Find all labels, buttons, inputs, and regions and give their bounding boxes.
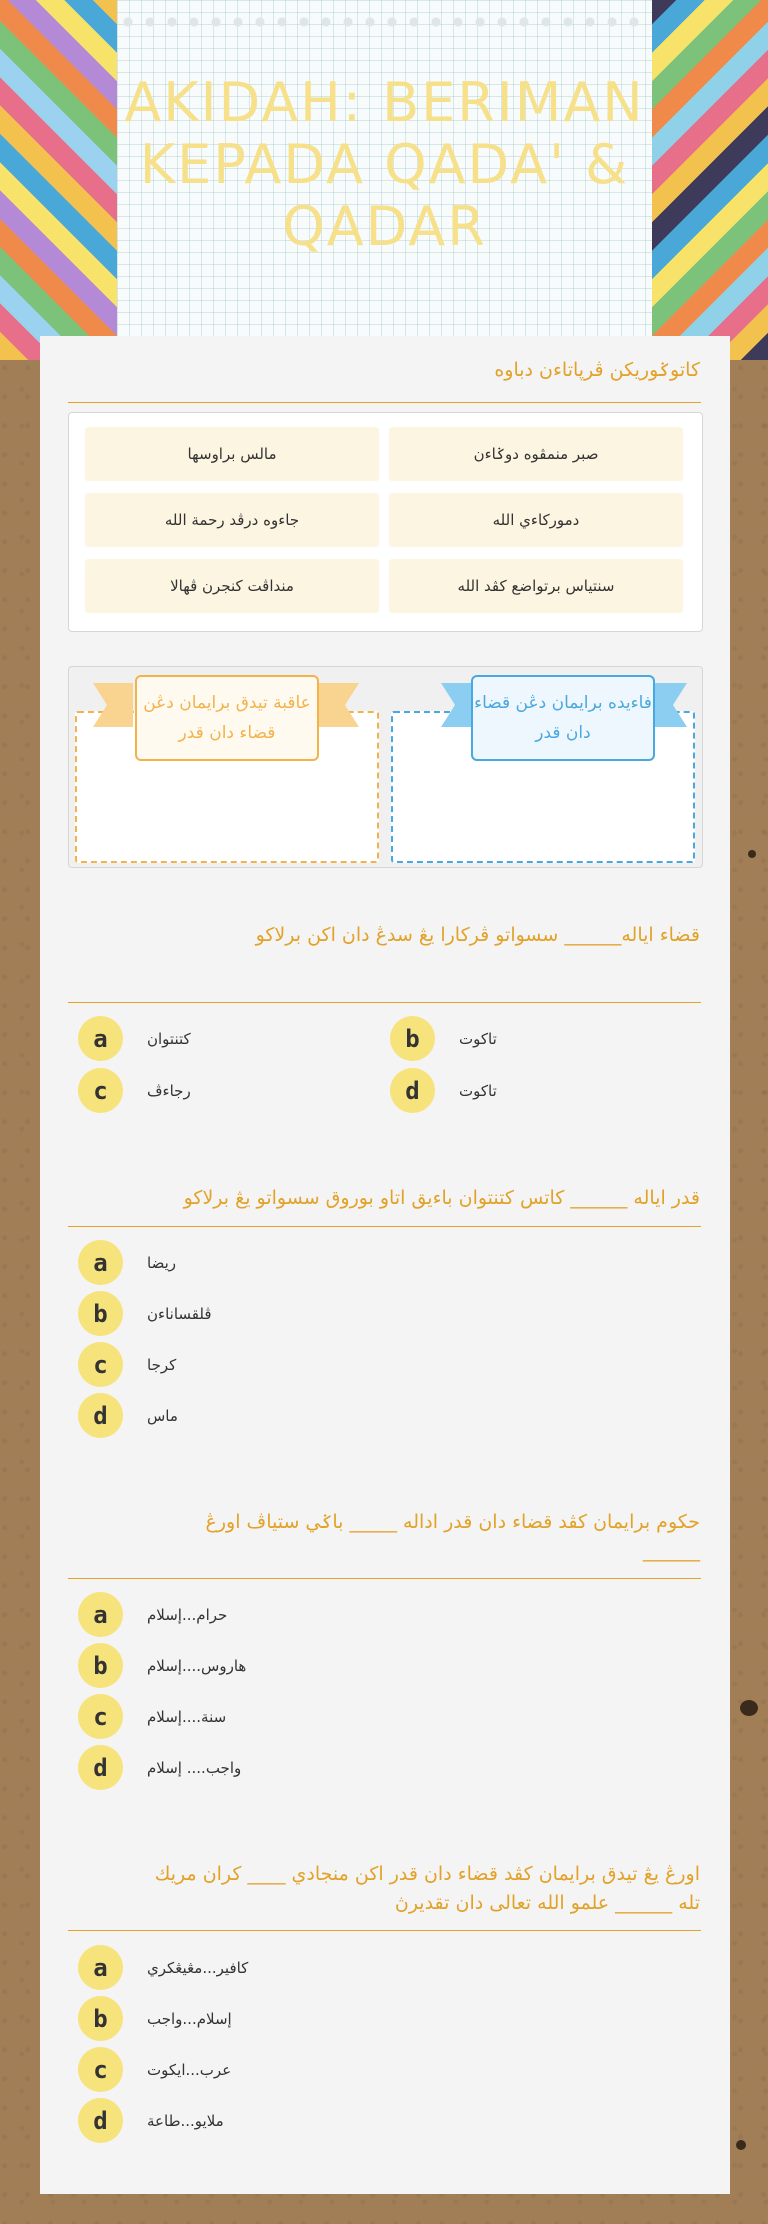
answer-option-a[interactable] <box>78 1240 176 1285</box>
option-text: كتنتوان <box>147 1029 191 1048</box>
question-3-title: قدر اياله ______ كاتس كتنتوان باءيق اتاو بوروق سسواتو يڠ برلاكو <box>183 1187 700 1209</box>
option-letter-bubble: c <box>78 1694 123 1739</box>
option-text: إسلام...واجب <box>147 2009 232 2028</box>
drag-chip[interactable]: دموركاءي الله <box>389 493 683 547</box>
option-letter-bubble: b <box>78 1996 123 2041</box>
question-4-divider <box>68 1578 701 1579</box>
drag-chip[interactable]: صبر منمڤوه دوݢاءن <box>389 427 683 481</box>
answer-option-d[interactable] <box>78 2098 224 2143</box>
question-1-title: كاتوݢوريكن ڤرڽاتاءن دباوه <box>494 359 700 381</box>
answer-option-d[interactable] <box>78 1393 178 1438</box>
question-5-divider <box>68 1930 701 1931</box>
drag-chip[interactable]: منداڤت كنجرن ڤهالا <box>85 559 379 613</box>
option-text: تاكوت <box>459 1029 497 1048</box>
category-label-consequence: عاقبة تيدق برايمان دڠن قضاء دان قدر <box>135 675 319 761</box>
answer-option-b[interactable] <box>390 1016 497 1061</box>
title-line: KEPADA QADA' & <box>139 133 630 196</box>
option-letter-bubble: c <box>78 2047 123 2092</box>
answer-option-a[interactable] <box>78 1945 248 1990</box>
answer-option-c[interactable] <box>78 1068 191 1113</box>
answer-option-a[interactable] <box>78 1592 227 1637</box>
option-text: ملايو...طاعة <box>147 2111 224 2130</box>
question-5-title-line: اورڠ يڠ تيدق برايمان كڤد قضاء دان قدر اكن منجادي ____ كران مريك <box>154 1863 700 1885</box>
chevron-pattern-right <box>652 0 768 360</box>
option-letter-bubble: b <box>78 1291 123 1336</box>
question-5-title-line: تله ______ علمو الله تعالى دان تقديرڽ <box>394 1892 700 1914</box>
answer-option-d[interactable] <box>390 1068 497 1113</box>
option-letter-bubble: d <box>78 2098 123 2143</box>
answer-option-c[interactable] <box>78 2047 231 2092</box>
option-letter-bubble: a <box>78 1240 123 1285</box>
option-text: هاروس....إسلام <box>147 1656 247 1675</box>
answer-option-b[interactable] <box>78 1996 232 2041</box>
chevron-pattern-left <box>0 0 117 360</box>
drag-chip[interactable]: سنتياس برتواضع كڤد الله <box>389 559 683 613</box>
answer-option-a[interactable] <box>78 1016 191 1061</box>
option-letter-bubble: a <box>78 1016 123 1061</box>
answer-option-b[interactable] <box>78 1291 212 1336</box>
question-5-title <box>60 1860 700 1918</box>
option-text: ڤلقساناءن <box>147 1304 212 1323</box>
option-letter-bubble: b <box>390 1016 435 1061</box>
question-4-title-line: حكوم برايمان كڤد قضاء دان قدر اداله _____ باݢي ستياڤ اورڠ <box>205 1511 700 1533</box>
option-text: كافير...مڠيڠكري <box>147 1958 249 1977</box>
question-1-divider <box>68 402 701 403</box>
notebook-holes <box>117 16 652 28</box>
category-label-benefit: فاءيده برايمان دڠن قضاء دان قدر <box>471 675 655 761</box>
option-letter-bubble: a <box>78 1945 123 1990</box>
ribbon-tail-left <box>93 683 133 727</box>
option-letter-bubble: d <box>78 1393 123 1438</box>
option-letter-bubble: c <box>78 1342 123 1387</box>
answer-option-c[interactable] <box>78 1694 226 1739</box>
worksheet-sheet <box>40 336 730 2194</box>
option-text: واجب.... إسلام <box>147 1758 242 1777</box>
draggable-chip-bank <box>68 412 703 632</box>
title-line: QADAR <box>282 195 487 258</box>
ink-splat <box>748 850 756 858</box>
answer-option-d[interactable] <box>78 1745 241 1790</box>
option-letter-bubble: b <box>78 1643 123 1688</box>
question-3-divider <box>68 1226 701 1227</box>
option-letter-bubble: d <box>390 1068 435 1113</box>
sorting-area <box>68 666 703 868</box>
answer-option-b[interactable] <box>78 1643 246 1688</box>
option-text: كرجا <box>147 1355 177 1374</box>
option-letter-bubble: a <box>78 1592 123 1637</box>
ink-splat <box>736 2140 746 2150</box>
drag-chip[interactable]: مالس براوسها <box>85 427 379 481</box>
option-text: ريضا <box>147 1253 176 1272</box>
option-text: ماس <box>147 1406 178 1425</box>
worksheet-title <box>117 72 652 258</box>
question-4-title-line: ______ <box>643 1540 700 1562</box>
title-line: AKIDAH: BERIMAN <box>124 71 645 134</box>
option-text: تاكوت <box>459 1081 497 1100</box>
option-letter-bubble: c <box>78 1068 123 1113</box>
option-letter-bubble: d <box>78 1745 123 1790</box>
ink-splat <box>740 1700 758 1716</box>
ribbon-tail-right <box>319 683 359 727</box>
option-text: حرام...إسلام <box>147 1605 228 1624</box>
question-2-divider <box>68 1002 701 1003</box>
option-text: عرب...ايكوت <box>147 2060 232 2079</box>
header-banner <box>0 0 768 360</box>
drag-chip[interactable]: جاءوه درڤد رحمة الله <box>85 493 379 547</box>
option-text: رجاءڤ <box>147 1081 191 1100</box>
question-2-title: قضاء اياله______ سسواتو ڤركارا يڠ سدڠ دان اكن برلاكو <box>255 924 700 946</box>
question-4-title <box>60 1508 700 1566</box>
option-text: سنة....إسلام <box>147 1707 227 1726</box>
answer-option-c[interactable] <box>78 1342 176 1387</box>
